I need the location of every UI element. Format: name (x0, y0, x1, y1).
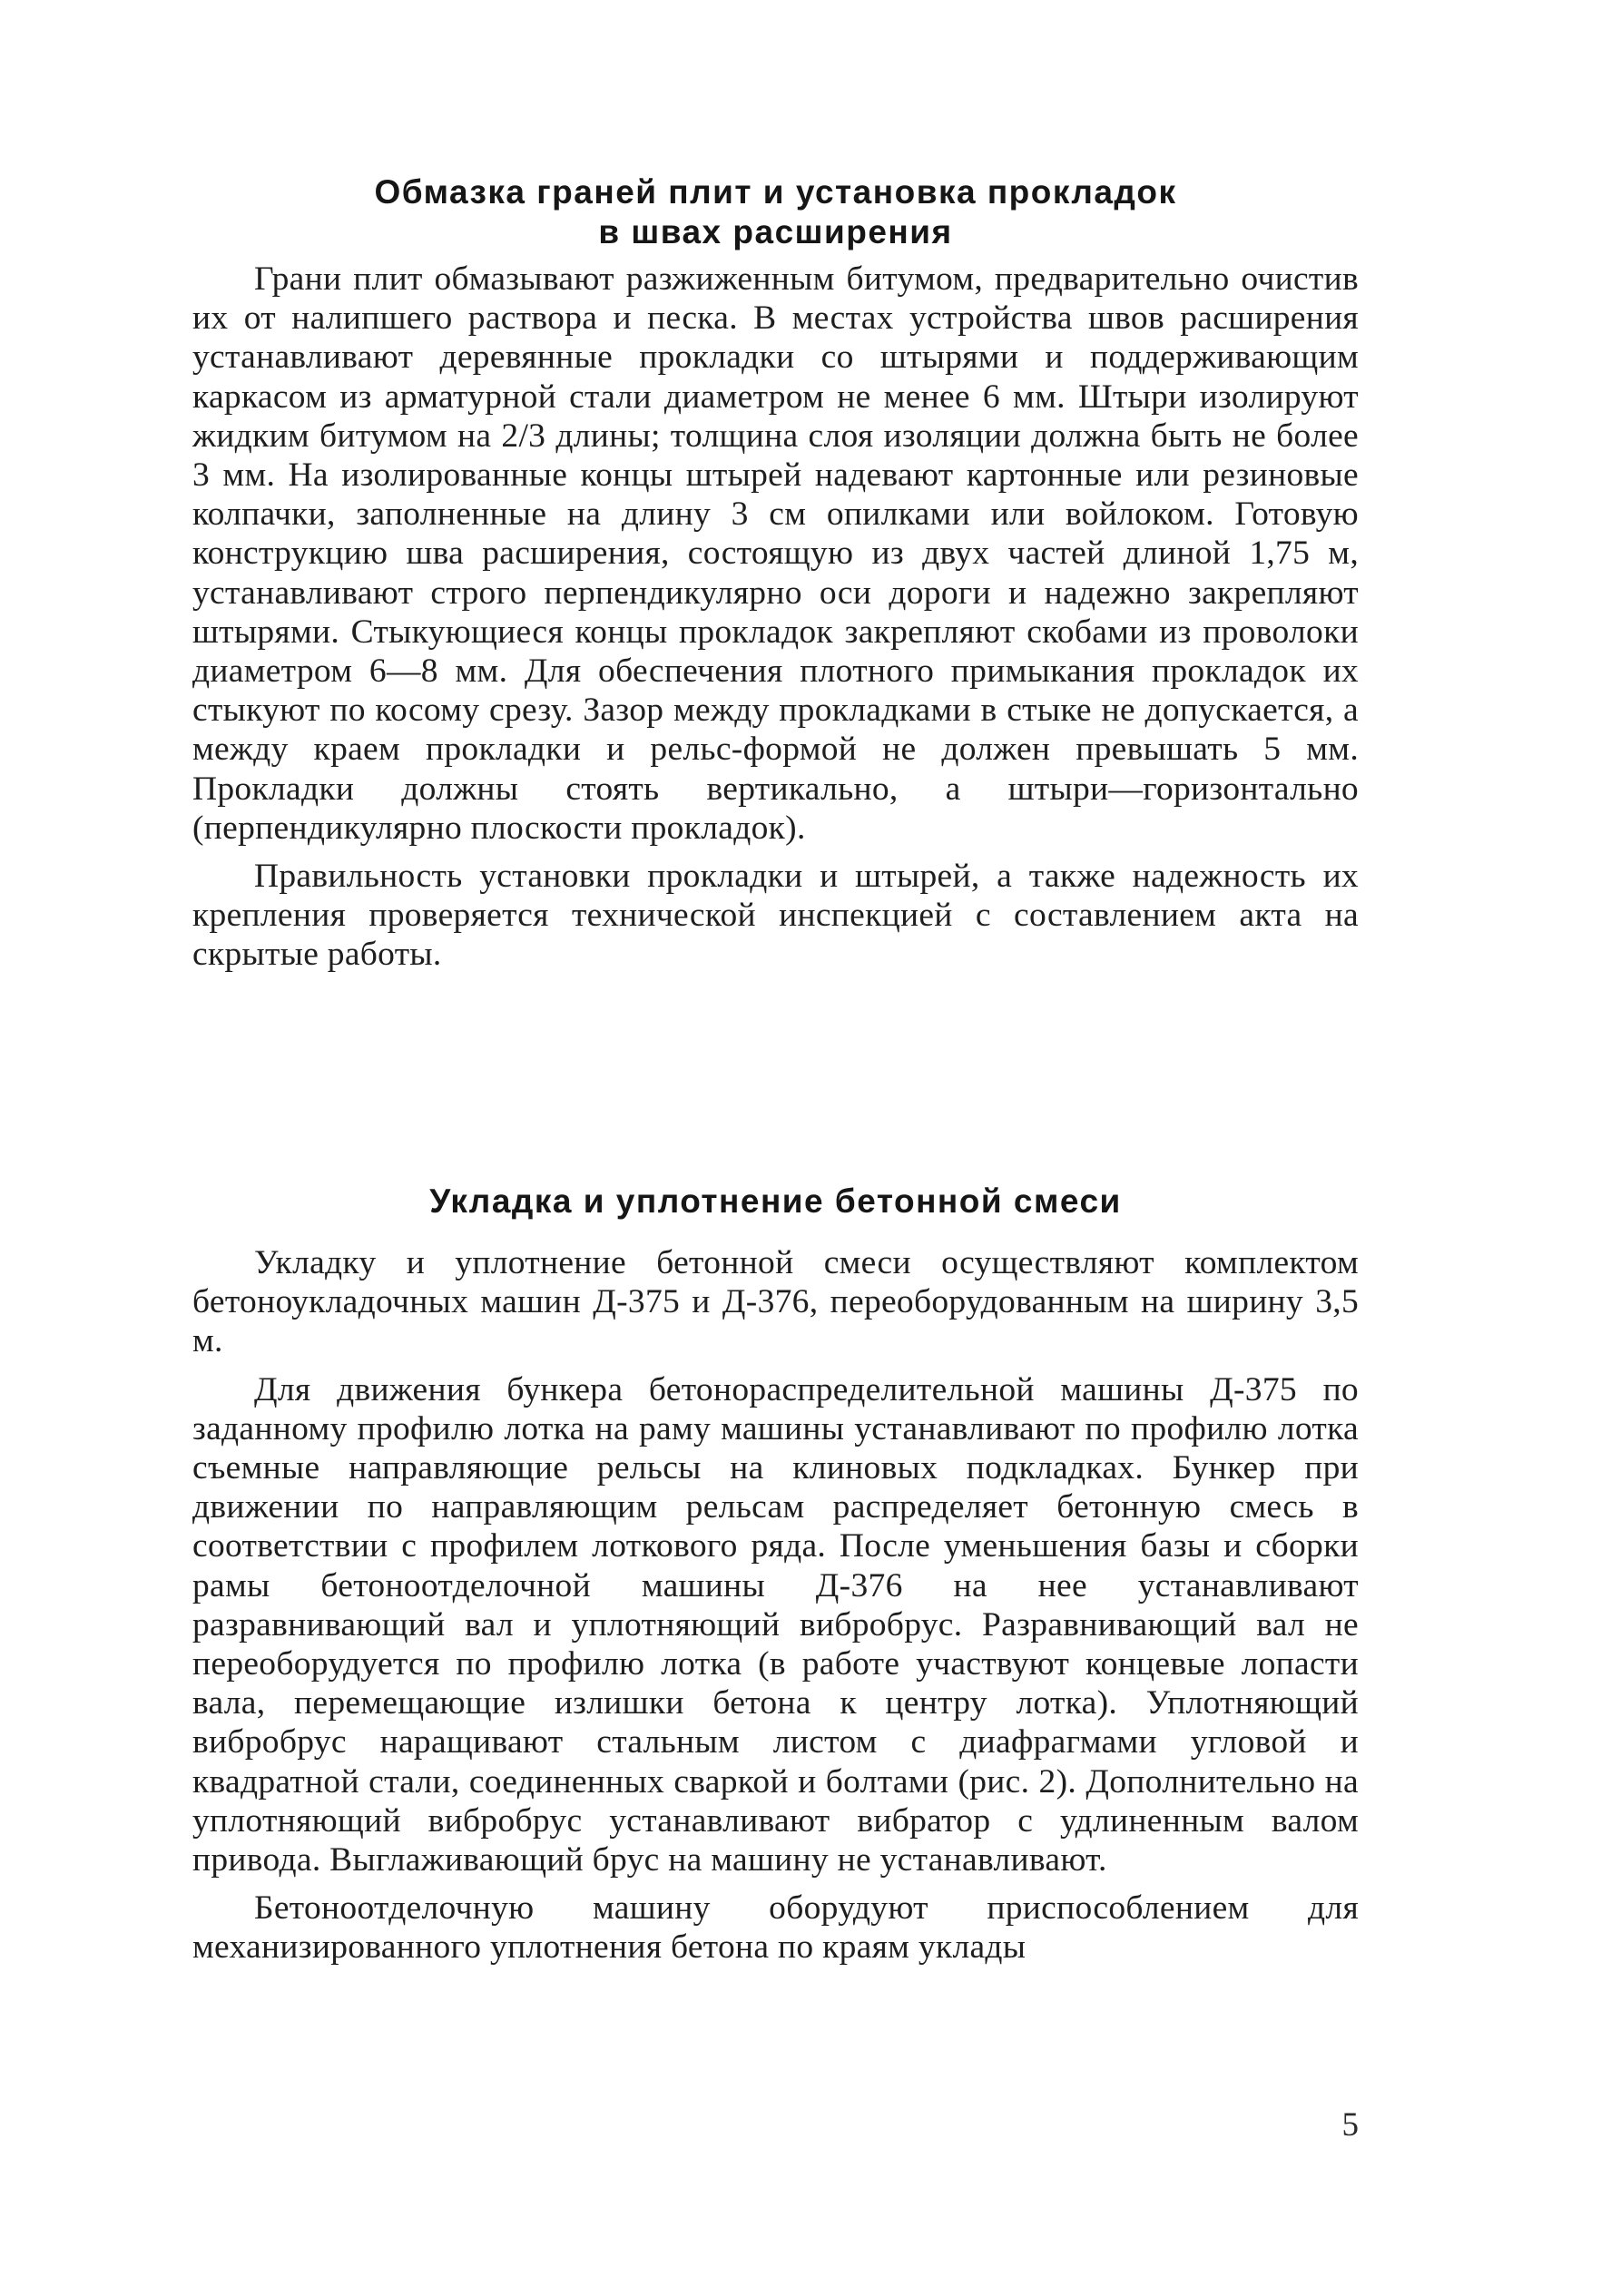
paragraph: Укладку и уплотнение бетонной смеси осуществляют комплектом бетоноукладочных машин Д-375 и Д-376, переоборудованным на ширину 3,5 м. (192, 1244, 1359, 1360)
paragraph: Бетоноотделочную машину оборудуют приспособлением для механизированного уплотнения бетона по краям уклады (192, 1889, 1359, 1967)
section-body (192, 260, 1359, 975)
paragraph: Правильность установки прокладки и штырей, а также надежность их крепления проверяется технической инспекцией с составлением акта на скрытые работы. (192, 858, 1359, 974)
section-heading-line-2: в швах расширения (598, 213, 953, 250)
section-body (192, 1243, 1359, 1967)
section-heading-line-1: Обмазка граней плит и установка прокладок (374, 173, 1177, 211)
paragraph: Грани плит обмазывают разжиженным битумом, предварительно очистив их от налипшего раствора и песка. В местах устройства швов расширения устанавливают деревянные прокладки со штырями и поддерживающим каркасом из арматурной стали диаметром не менее 6 мм. Штыри изолируют жидким битумом на 2/3 длины; толщина слоя изоляции должна быть не более 3 мм. На изолированные концы штырей надевают картонные или резиновые колпачки, заполненные на длину 3 см опилками или войлоком. Готовую конструкцию шва расширения, состоящую из двух частей длиной 1,75 м, устанавливают строго перпендикулярно оси дороги и надежно закрепляют штырями. Стыкующиеся концы прокладок закрепляют скобами из проволоки диаметром 6—8 мм. Для обеспечения плотного примыкания прокладок их стыкуют по косому срезу. Зазор между прокладками в стыке не допускается, а между краем прокладки и рельс-формой не должен превышать 5 мм. Прокладки должны стоять вертикально, а штыри—горизонтально (перпендикулярно плоскости прокладок). (192, 260, 1359, 847)
section-heading (192, 172, 1359, 252)
section-heading: Укладка и уплотнение бетонной смеси (429, 1182, 1122, 1220)
page-number: 5 (1341, 2106, 1359, 2144)
paragraph: Для движения бункера бетонораспределительной машины Д-375 по заданному профилю лотка на раму машины устанавливают по профилю лотка съемные направляющие рельсы на клиновых подкладках. Бункер при движении по направляющим рельсам распределяет бетонную смесь в соответствии с профилем лоткового ряда. После уменьшения базы и сборки рамы бетоноотделочной машины Д-376 на нее устанавливают разравнивающий вал и уплотняющий вибробрус. Разравнивающий вал не переоборудуется по профилю лотка (в работе участвуют концевые лопасти вала, перемещающие излишки бетона к центру лотка). Уплотняющий вибробрус наращивают стальным листом с диафрагмами угловой и квадратной стали, соединенных сваркой и болтами (рис. 2). Дополнительно на уплотняющий вибробрус устанавливают вибратор с удлиненным валом привода. Выглаживающий брус на машину не устанавливают. (192, 1370, 1359, 1879)
